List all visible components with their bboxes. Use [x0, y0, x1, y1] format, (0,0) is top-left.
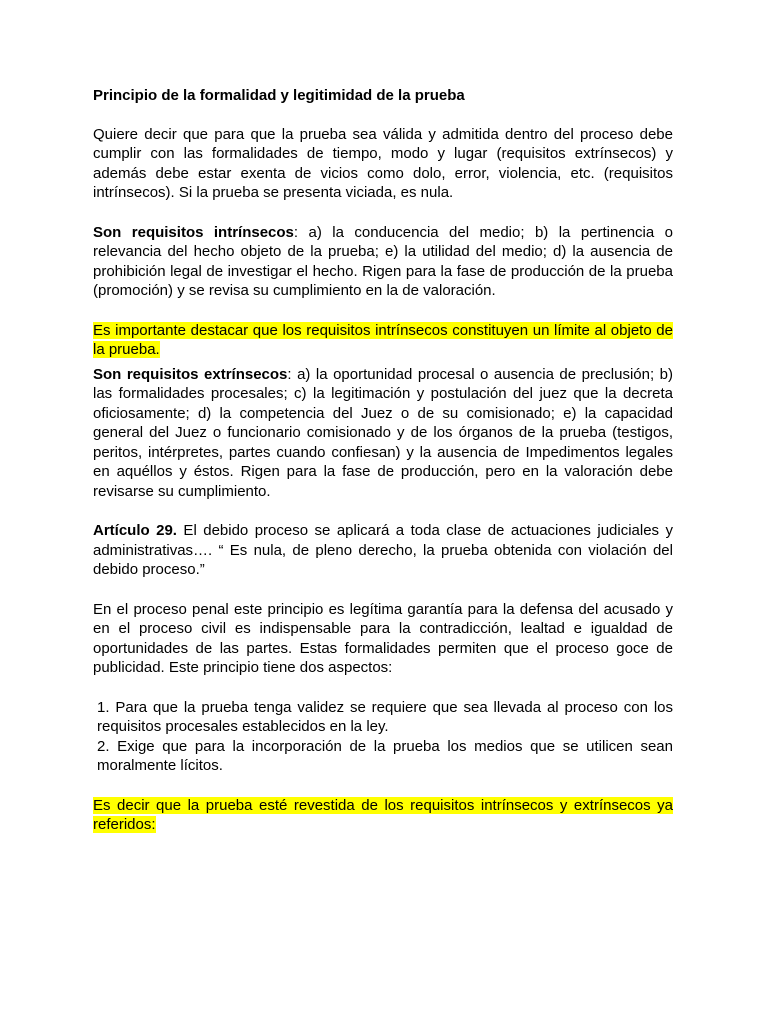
intrinsic-lead: Son requisitos intrínsecos	[93, 223, 294, 241]
article-text: El debido proceso se aplicará a toda clase de actuaciones judiciales y administrativas…. “ Es nula, de pleno derecho, la prueba obtenida con violación del debido proceso.”	[93, 522, 674, 578]
article-lead: Artículo 29.	[93, 522, 177, 539]
document-title: Principio de la formalidad y legitimidad de la prueba	[93, 87, 465, 104]
paragraph-article	[93, 521, 673, 580]
extrinsic-text: : a) la oportunidad procesal o ausencia de preclusión; b) las formalidades procesales; c) la legitimación y postulación del juez que la decreta oficiosamente; d) la competencia del Juez o de su comisionado; e) la capacidad general del Juez o funcionario comisionado y de los órganos de la prueba (testigos, peritos, intérpretes, partes cuando confiesan) y la ausencia de Impedimentos legales en aquéllos y éstos. Rigen para la fase de producción, pero en la valoración debe revisarse su cumplimiento.	[93, 365, 673, 500]
aspects-list	[93, 698, 673, 776]
document-page	[93, 86, 673, 835]
extrinsic-lead: Son requisitos extrínsecos	[93, 365, 288, 383]
paragraph-extrinsic	[93, 365, 673, 502]
highlight-text-1: Es importante destacar que los requisitos intrínsecos constituyen un límite al objeto de la prueba.	[93, 321, 673, 358]
intrinsic-text: : a) la conducencia del medio; b) la pertinencia o relevancia del hecho objeto de la prueba; e) la utilidad del medio; d) la ausencia de prohibición legal de investigar el hecho. Rigen para la fase de producción de la prueba (promoción) y se revisa su cumplimiento en la de valoración.	[93, 223, 673, 299]
highlight-paragraph-2	[93, 796, 673, 835]
highlight-paragraph-1	[93, 321, 673, 360]
list-item: 2. Exige que para la incorporación de la prueba los medios que se utilicen sean moralmente lícitos.	[97, 737, 673, 774]
list-item: 1. Para que la prueba tenga validez se requiere que sea llevada al proceso con los requisitos procesales establecidos en la ley.	[97, 698, 673, 735]
highlight-text-2: Es decir que la prueba esté revestida de los requisitos intrínsecos y extrínsecos ya referidos:	[93, 796, 673, 833]
paragraph-penal: En el proceso penal este principio es legítima garantía para la defensa del acusado y en el proceso civil es indispensable para la contradicción, lealtad e igualdad de oportunidades de las partes. Estas formalidades permiten que el proceso goce de publicidad. Este principio tiene dos aspectos:	[93, 600, 673, 676]
paragraph-intro: Quiere decir que para que la prueba sea válida y admitida dentro del proceso debe cumplir con las formalidades de tiempo, modo y lugar (requisitos extrínsecos) y además debe estar exenta de vicios como dolo, error, violencia, etc. (requisitos intrínsecos). Si la prueba se presenta viciada, es nula.	[93, 125, 673, 201]
paragraph-intrinsic	[93, 223, 673, 301]
